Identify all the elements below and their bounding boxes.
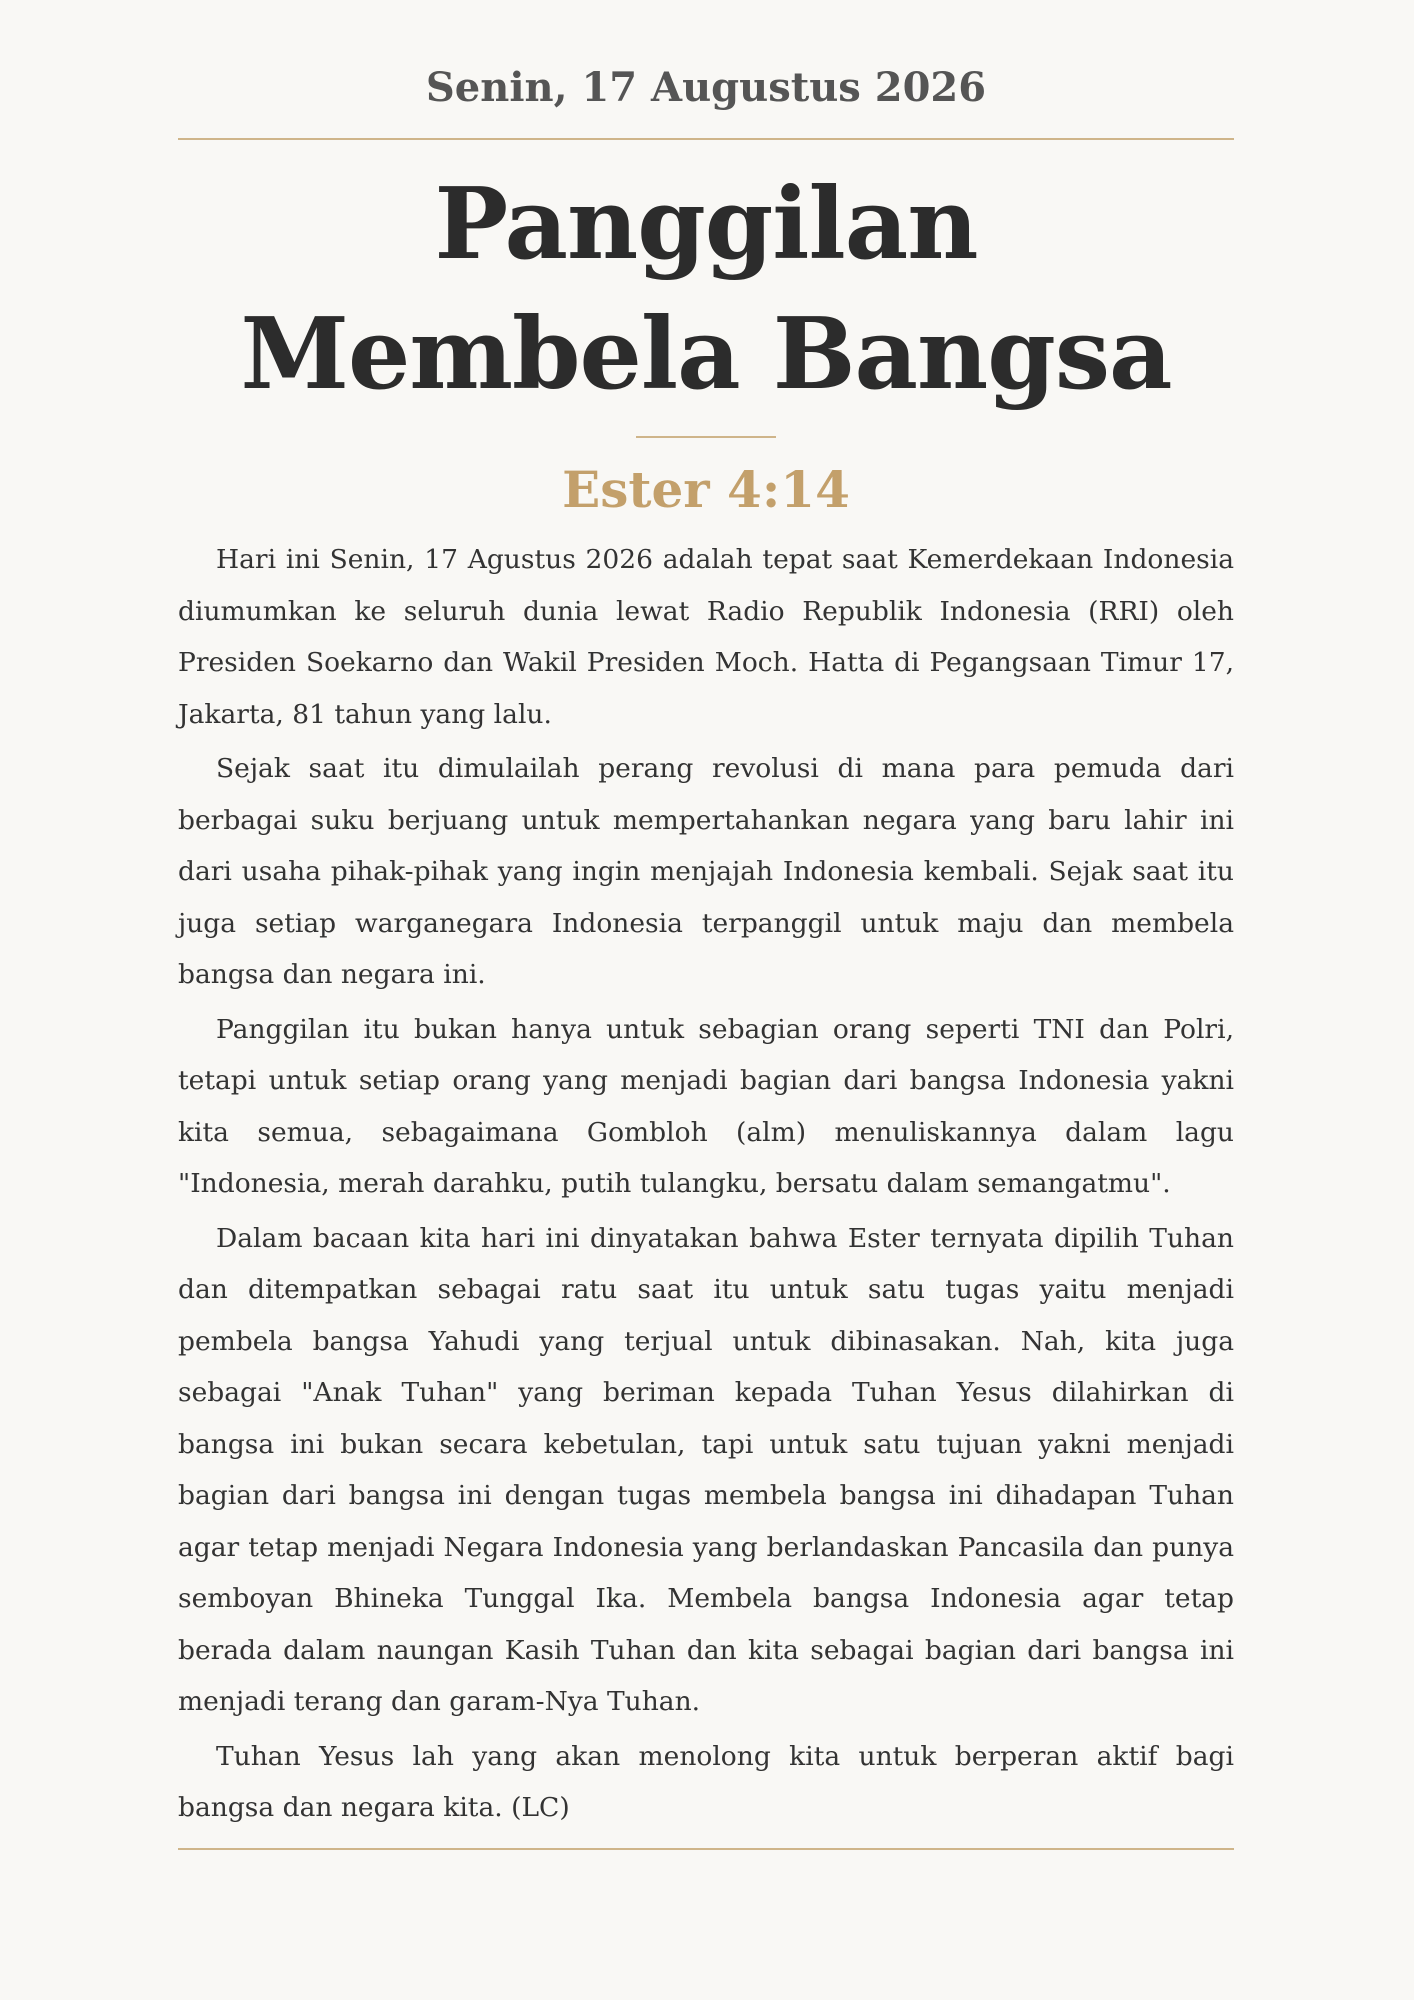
scripture-reference: Ester 4:14 xyxy=(562,460,850,519)
article-body xyxy=(178,534,1234,1834)
paragraph: Sejak saat itu dimulailah perang revolusi di mana para pemuda dari berbagai suku berjuang untuk mempertahankan negara yang baru lahir ini dari usaha pihak-pihak yang ingin menjajah Indonesia kembali. Sejak saat itu juga setiap warganegara Indonesia terpanggil untuk maju dan membela bangsa dan negara ini. xyxy=(178,753,1234,990)
bottom-divider xyxy=(178,1848,1234,1850)
devotional-page xyxy=(178,0,1234,1850)
article-title: Panggilan Membela Bangsa xyxy=(240,167,1172,412)
paragraph: Dalam bacaan kita hari ini dinyatakan bahwa Ester ternyata dipilih Tuhan dan ditempatkan sebagai ratu saat itu untuk satu tugas yaitu menjadi pembela bangsa Yahudi yang terjual untuk dibinasakan. Nah, kita juga sebagai "Anak Tuhan" yang beriman kepada Tuhan Yesus dilahirkan di bangsa ini bukan secara kebetulan, tapi untuk satu tujuan yakni menjadi bagian dari bangsa ini dengan tugas membela bangsa ini dihadapan Tuhan agar tetap menjadi Negara Indonesia yang berlandaskan Pancasila dan punya semboyan Bhineka Tunggal Ika. Membela bangsa Indonesia agar tetap berada dalam naungan Kasih Tuhan dan kita sebagai bagian dari bangsa ini menjadi terang dan garam-Nya Tuhan. xyxy=(178,1222,1234,1717)
paragraph: Tuhan Yesus lah yang akan menolong kita untuk berperan aktif bagi bangsa dan negara kita. (LC) xyxy=(178,1740,1234,1823)
date-header: Senin, 17 Augustus 2026 xyxy=(425,64,987,111)
title-divider xyxy=(636,436,776,438)
paragraph: Hari ini Senin, 17 Agustus 2026 adalah tepat saat Kemerdekaan Indonesia diumumkan ke seluruh dunia lewat Radio Republik Indonesia (RRI) oleh Presiden Soekarno dan Wakil Presiden Moch. Hatta di Pegangsaan Timur 17, Jakarta, 81 tahun yang lalu. xyxy=(178,544,1234,730)
paragraph: Panggilan itu bukan hanya untuk sebagian orang seperti TNI dan Polri, tetapi untuk setiap orang yang menjadi bagian dari bangsa Indonesia yakni kita semua, sebagaimana Gombloh (alm) menuliskannya dalam lagu "Indonesia, merah darahku, putih tulangku, bersatu dalam semangatmu". xyxy=(178,1013,1234,1199)
top-divider xyxy=(178,138,1234,140)
